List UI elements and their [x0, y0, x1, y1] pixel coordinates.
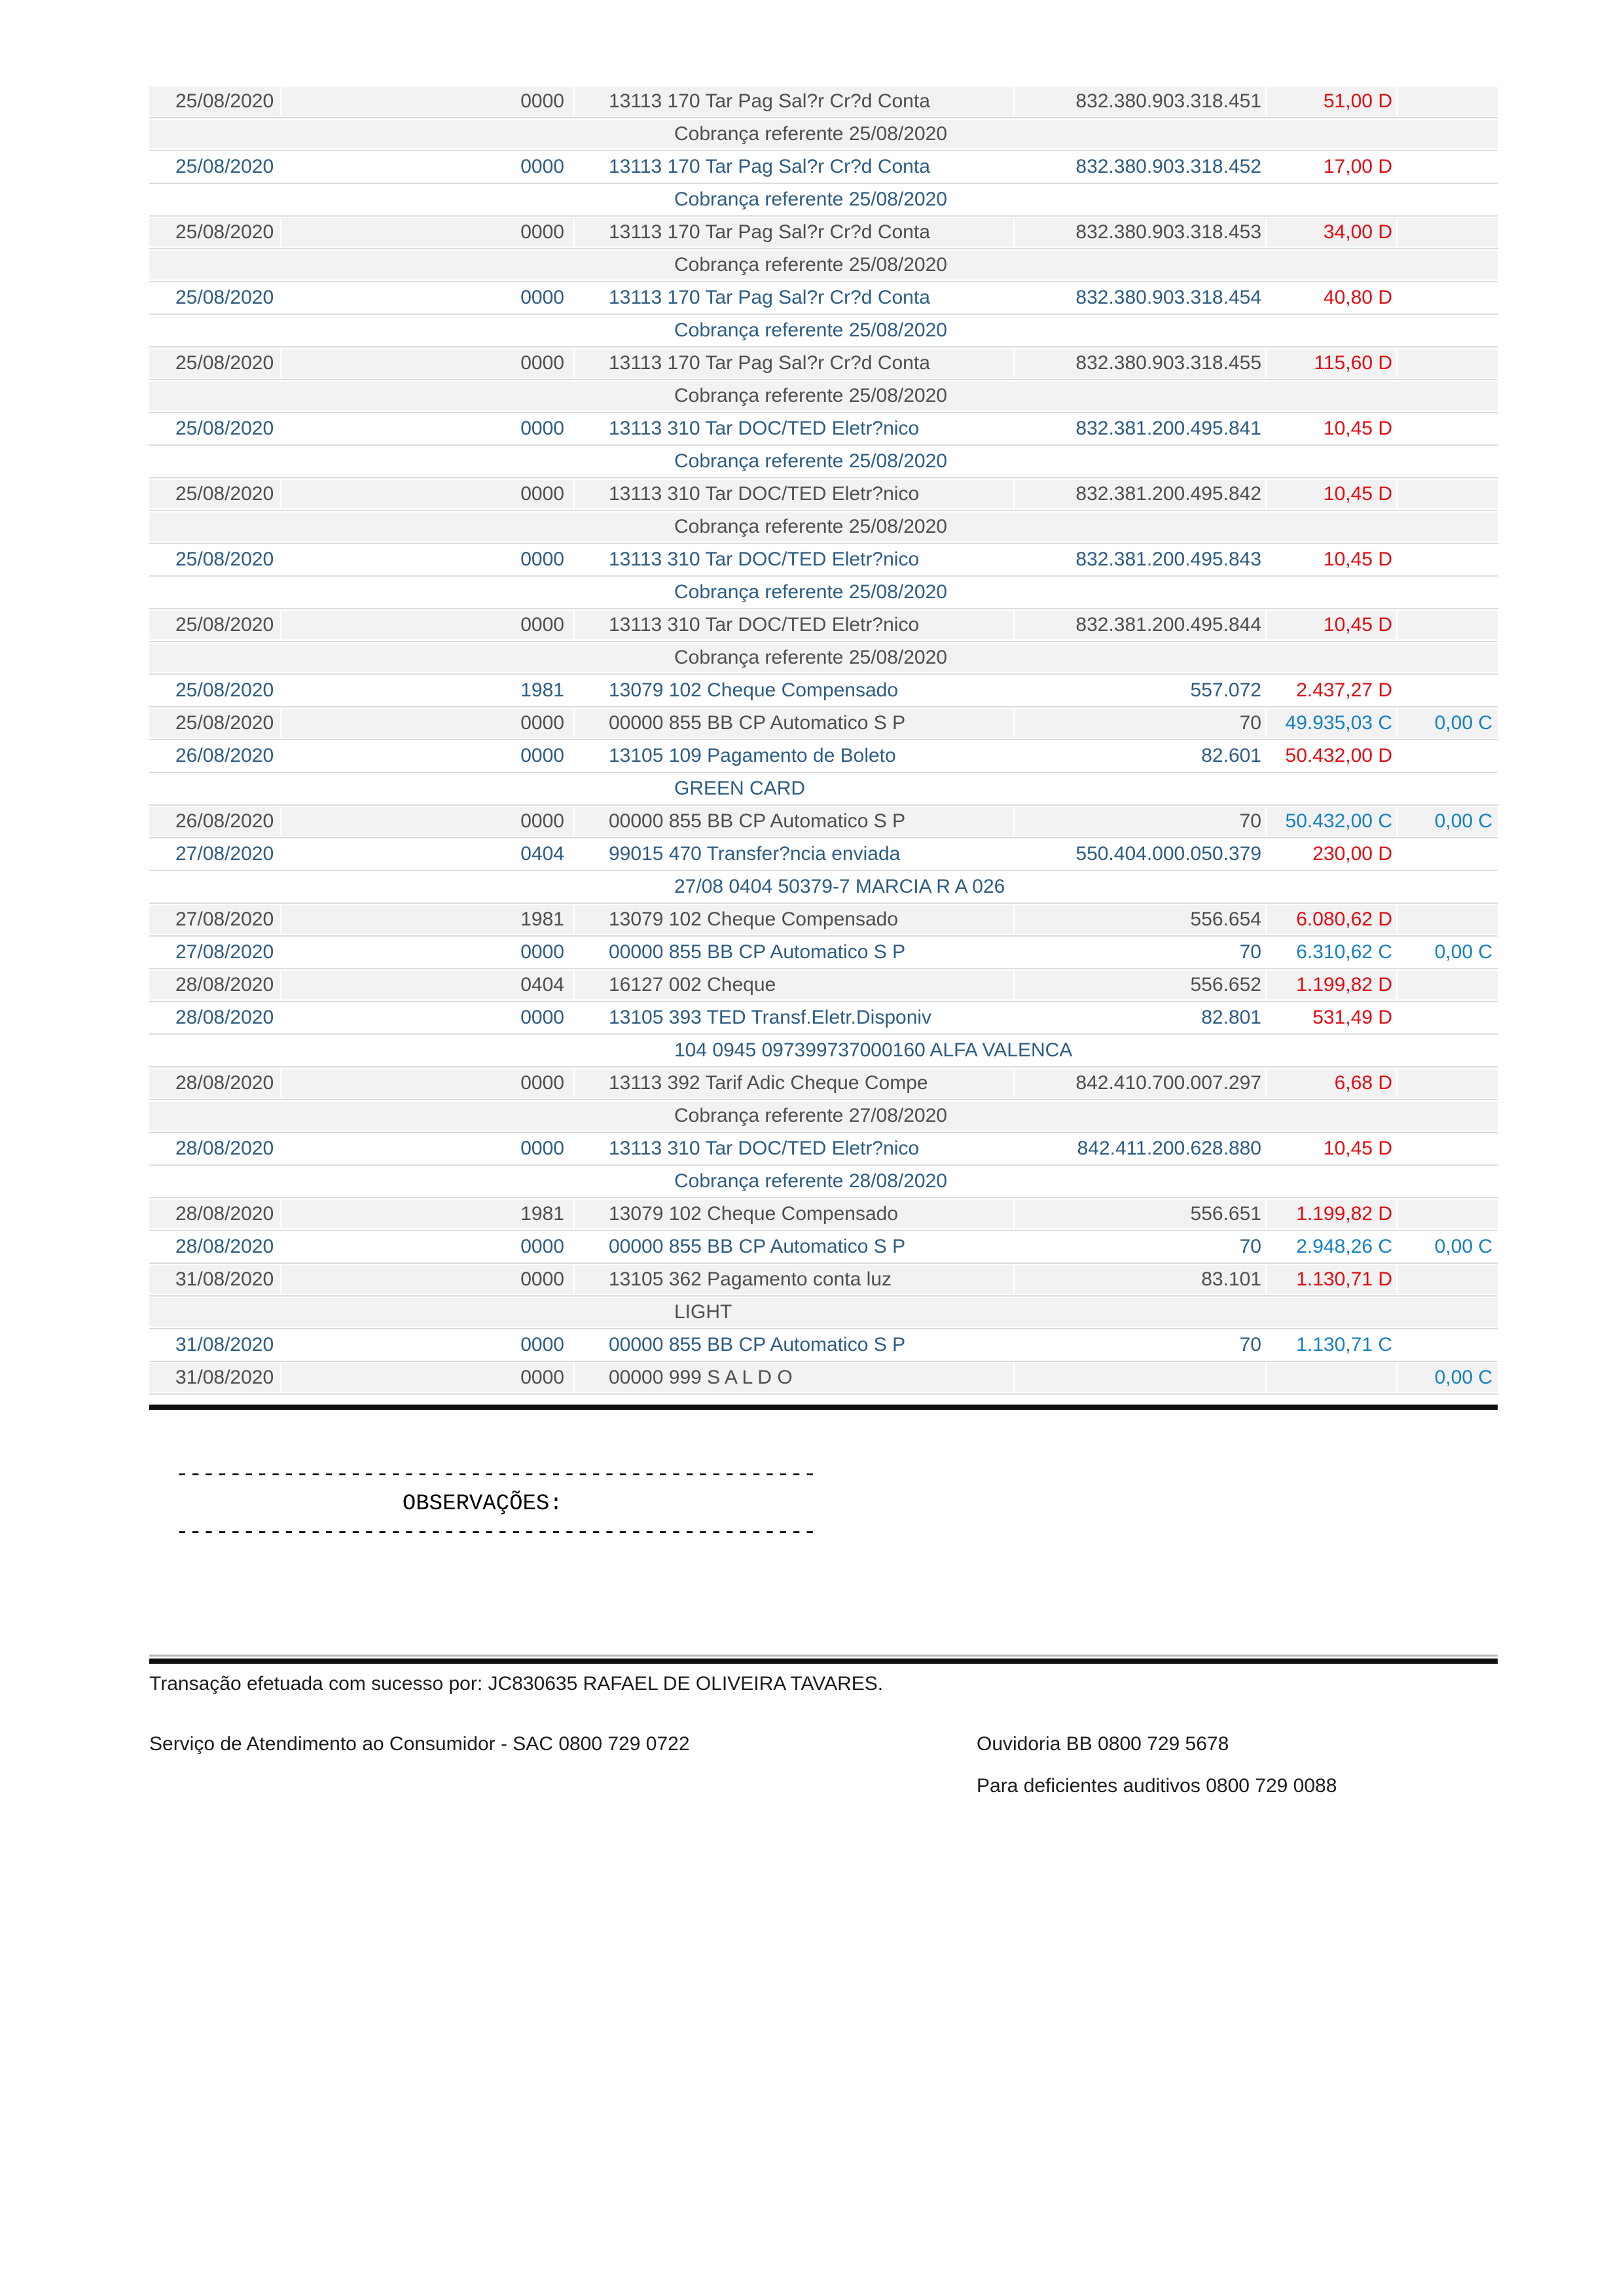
table-description-row	[149, 643, 1498, 672]
cell-document-number: 832.380.903.318.454	[1015, 283, 1267, 312]
cell-history: 99015 470 Transfer?ncia enviada	[575, 840, 1015, 869]
table-row	[149, 545, 1498, 574]
cell-history: 13113 310 Tar DOC/TED Eletr?nico	[575, 414, 1015, 443]
cell-balance: 0,00 C	[1434, 810, 1492, 832]
cell-document-number: 832.380.903.318.453	[1015, 218, 1267, 247]
cell-agency-code: 0000	[281, 1265, 575, 1294]
table-row	[149, 709, 1498, 738]
transaction-success-note: Transação efetuada com sucesso por: JC830635 RAFAEL DE OLIVEIRA TAVARES.	[149, 1673, 884, 1695]
footer-thick-rule	[149, 1659, 1498, 1664]
cell-date: 31/08/2020	[149, 1265, 281, 1294]
cell-date: 26/08/2020	[149, 742, 281, 770]
cell-agency-code: 0000	[281, 414, 575, 443]
cell-history: 13113 310 Tar DOC/TED Eletr?nico	[575, 1134, 1015, 1163]
cell-agency-code: 1981	[281, 905, 575, 934]
cell-document-number: 832.380.903.318.455	[1015, 349, 1267, 378]
cell-history: 00000 999 S A L D O	[575, 1363, 1015, 1392]
description-text: Cobrança referente 25/08/2020	[674, 450, 947, 472]
cell-date: 28/08/2020	[149, 1134, 281, 1163]
table-row	[149, 1003, 1498, 1032]
cell-history: 00000 855 BB CP Automatico S P	[575, 1232, 1015, 1261]
cell-value: 34,00 D	[1267, 218, 1398, 247]
cell-agency-code: 0000	[281, 1134, 575, 1163]
cell-balance	[1398, 480, 1498, 509]
cell-agency-code: 0404	[281, 971, 575, 999]
cell-value: 2.948,26 C	[1267, 1232, 1398, 1261]
cell-balance: 0,00 C	[1434, 1236, 1492, 1257]
cell-document-number: 832.381.200.495.842	[1015, 480, 1267, 509]
cell-history: 13113 392 Tarif Adic Cheque Compe	[575, 1069, 1015, 1098]
cell-value: 40,80 D	[1267, 283, 1398, 312]
cell-agency-code: 0000	[281, 349, 575, 378]
cell-value: 51,00 D	[1267, 87, 1398, 116]
cell-date: 26/08/2020	[149, 807, 281, 836]
cell-balance	[1398, 349, 1498, 378]
cell-document-number: 70	[1015, 938, 1267, 967]
cell-history: 13113 310 Tar DOC/TED Eletr?nico	[575, 611, 1015, 639]
cell-history: 13079 102 Cheque Compensado	[575, 1200, 1015, 1229]
cell-balance	[1398, 218, 1498, 247]
cell-agency-code: 0000	[281, 218, 575, 247]
cell-document-number: 557.072	[1015, 676, 1267, 705]
description-text: Cobrança referente 25/08/2020	[674, 516, 947, 537]
cell-document-number: 556.652	[1015, 971, 1267, 999]
table-bottom-rule	[149, 1405, 1498, 1410]
cell-agency-code: 0000	[281, 1003, 575, 1032]
cell-agency-code: 0000	[281, 152, 575, 181]
cell-agency-code: 0000	[281, 807, 575, 836]
cell-agency-code: 0000	[281, 1232, 575, 1261]
cell-document-number: 70	[1015, 1331, 1267, 1359]
cell-balance	[1398, 742, 1498, 770]
cell-document-number: 842.411.200.628.880	[1015, 1134, 1267, 1163]
cell-history: 00000 855 BB CP Automatico S P	[575, 1331, 1015, 1359]
cell-value: 1.199,82 D	[1267, 1200, 1398, 1229]
cell-document-number: 82.601	[1015, 742, 1267, 770]
table-row	[149, 480, 1498, 509]
cell-value	[1267, 1363, 1398, 1392]
table-description-row	[149, 1167, 1498, 1196]
cell-document-number: 832.381.200.495.841	[1015, 414, 1267, 443]
table-description-row	[149, 1036, 1498, 1065]
table-row	[149, 152, 1498, 181]
cell-history: 13113 170 Tar Pag Sal?r Cr?d Conta	[575, 87, 1015, 116]
cell-history: 13113 170 Tar Pag Sal?r Cr?d Conta	[575, 218, 1015, 247]
cell-agency-code: 0000	[281, 709, 575, 738]
cell-document-number: 832.381.200.495.843	[1015, 545, 1267, 574]
observations-block: ------------------------------------------------ OBSERVAÇÕES: ------------------------------------------------	[175, 1463, 817, 1545]
cell-balance	[1398, 152, 1498, 181]
cell-document-number: 842.410.700.007.297	[1015, 1069, 1267, 1098]
description-text: 27/08 0404 50379-7 MARCIA R A 026	[674, 876, 1005, 897]
cell-balance	[1398, 611, 1498, 639]
transactions-table	[149, 87, 1498, 1396]
table-description-row	[149, 872, 1498, 901]
table-row	[149, 1200, 1498, 1229]
cell-date: 28/08/2020	[149, 1069, 281, 1098]
description-text: Cobrança referente 25/08/2020	[674, 188, 947, 210]
table-description-row	[149, 316, 1498, 345]
table-row	[149, 905, 1498, 934]
table-description-row	[149, 447, 1498, 476]
cell-agency-code: 0000	[281, 938, 575, 967]
description-text: 104 0945 097399737000160 ALFA VALENCA	[674, 1039, 1073, 1061]
cell-history: 13105 109 Pagamento de Boleto	[575, 742, 1015, 770]
cell-value: 1.199,82 D	[1267, 971, 1398, 999]
cell-value: 17,00 D	[1267, 152, 1398, 181]
footer-thin-rule	[149, 1655, 1498, 1657]
cell-agency-code: 1981	[281, 676, 575, 705]
cell-balance	[1398, 905, 1498, 934]
description-text: Cobrança referente 25/08/2020	[674, 581, 947, 603]
description-text: Cobrança referente 25/08/2020	[674, 647, 947, 668]
cell-agency-code: 0000	[281, 545, 575, 574]
cell-value: 230,00 D	[1267, 840, 1398, 869]
cell-agency-code: 1981	[281, 1200, 575, 1229]
cell-history: 13113 170 Tar Pag Sal?r Cr?d Conta	[575, 349, 1015, 378]
cell-date: 25/08/2020	[149, 611, 281, 639]
cell-date: 25/08/2020	[149, 676, 281, 705]
cell-date: 25/08/2020	[149, 480, 281, 509]
table-description-row	[149, 120, 1498, 149]
cell-document-number: 556.654	[1015, 905, 1267, 934]
cell-document-number: 70	[1015, 807, 1267, 836]
table-row	[149, 938, 1498, 967]
table-row	[149, 1331, 1498, 1359]
cell-history: 16127 002 Cheque	[575, 971, 1015, 999]
cell-balance	[1398, 1265, 1498, 1294]
cell-history: 00000 855 BB CP Automatico S P	[575, 709, 1015, 738]
cell-value: 1.130,71 C	[1267, 1331, 1398, 1359]
cell-date: 25/08/2020	[149, 218, 281, 247]
cell-date: 28/08/2020	[149, 1232, 281, 1261]
cell-balance	[1398, 676, 1498, 705]
cell-date: 28/08/2020	[149, 1003, 281, 1032]
cell-value: 6,68 D	[1267, 1069, 1398, 1098]
table-description-row	[149, 512, 1498, 541]
cell-date: 25/08/2020	[149, 414, 281, 443]
cell-balance	[1398, 414, 1498, 443]
table-description-row	[149, 1298, 1498, 1327]
cell-balance	[1398, 1134, 1498, 1163]
cell-date: 25/08/2020	[149, 87, 281, 116]
table-row	[149, 1363, 1498, 1392]
cell-balance: 0,00 C	[1434, 1367, 1492, 1388]
deaf-assistance-phone-line: Para deficientes auditivos 0800 729 0088	[977, 1775, 1337, 1797]
cell-history: 13105 393 TED Transf.Eletr.Disponiv	[575, 1003, 1015, 1032]
cell-value: 10,45 D	[1267, 480, 1398, 509]
cell-document-number: 556.651	[1015, 1200, 1267, 1229]
table-row	[149, 676, 1498, 705]
cell-value: 531,49 D	[1267, 1003, 1398, 1032]
table-row	[149, 971, 1498, 999]
cell-date: 28/08/2020	[149, 1200, 281, 1229]
description-text: Cobrança referente 25/08/2020	[674, 319, 947, 341]
cell-balance	[1398, 1200, 1498, 1229]
table-row	[149, 414, 1498, 443]
cell-document-number: 70	[1015, 709, 1267, 738]
table-row	[149, 349, 1498, 378]
cell-value: 1.130,71 D	[1267, 1265, 1398, 1294]
cell-date: 25/08/2020	[149, 283, 281, 312]
cell-history: 00000 855 BB CP Automatico S P	[575, 938, 1015, 967]
cell-history: 00000 855 BB CP Automatico S P	[575, 807, 1015, 836]
table-row	[149, 1265, 1498, 1294]
description-text: LIGHT	[674, 1301, 732, 1323]
cell-value: 50.432,00 C	[1267, 807, 1398, 836]
table-row	[149, 742, 1498, 770]
cell-agency-code: 0000	[281, 742, 575, 770]
cell-history: 13079 102 Cheque Compensado	[575, 676, 1015, 705]
cell-history: 13113 310 Tar DOC/TED Eletr?nico	[575, 480, 1015, 509]
cell-agency-code: 0000	[281, 1331, 575, 1359]
cell-balance	[1398, 1331, 1498, 1359]
table-row	[149, 807, 1498, 836]
table-row	[149, 87, 1498, 116]
cell-date: 31/08/2020	[149, 1363, 281, 1392]
description-text: Cobrança referente 25/08/2020	[674, 254, 947, 276]
cell-date: 31/08/2020	[149, 1331, 281, 1359]
cell-agency-code: 0000	[281, 480, 575, 509]
table-description-row	[149, 382, 1498, 410]
table-description-row	[149, 774, 1498, 803]
cell-document-number: 70	[1015, 1232, 1267, 1261]
cell-agency-code: 0000	[281, 1069, 575, 1098]
cell-value: 6.310,62 C	[1267, 938, 1398, 967]
ouvidoria-phone-line: Ouvidoria BB 0800 729 5678	[977, 1733, 1229, 1755]
cell-agency-code: 0404	[281, 840, 575, 869]
table-row	[149, 1232, 1498, 1261]
cell-balance	[1398, 1003, 1498, 1032]
cell-agency-code: 0000	[281, 611, 575, 639]
description-text: Cobrança referente 25/08/2020	[674, 123, 947, 145]
cell-document-number: 83.101	[1015, 1265, 1267, 1294]
cell-date: 25/08/2020	[149, 545, 281, 574]
description-text: Cobrança referente 28/08/2020	[674, 1170, 947, 1192]
cell-document-number	[1015, 1363, 1267, 1392]
cell-balance	[1398, 971, 1498, 999]
table-row	[149, 283, 1498, 312]
cell-history: 13079 102 Cheque Compensado	[575, 905, 1015, 934]
table-description-row	[149, 1102, 1498, 1130]
table-row	[149, 1134, 1498, 1163]
table-row	[149, 218, 1498, 247]
cell-value: 2.437,27 D	[1267, 676, 1398, 705]
table-description-row	[149, 251, 1498, 279]
cell-history: 13113 310 Tar DOC/TED Eletr?nico	[575, 545, 1015, 574]
cell-document-number: 832.380.903.318.451	[1015, 87, 1267, 116]
cell-value: 10,45 D	[1267, 611, 1398, 639]
cell-date: 25/08/2020	[149, 709, 281, 738]
description-text: Cobrança referente 27/08/2020	[674, 1105, 947, 1126]
cell-agency-code: 0000	[281, 87, 575, 116]
cell-value: 50.432,00 D	[1267, 742, 1398, 770]
table-row	[149, 611, 1498, 639]
cell-value: 10,45 D	[1267, 1134, 1398, 1163]
cell-date: 28/08/2020	[149, 971, 281, 999]
table-row	[149, 1069, 1498, 1098]
table-description-row	[149, 185, 1498, 214]
cell-date: 27/08/2020	[149, 840, 281, 869]
cell-document-number: 832.380.903.318.452	[1015, 152, 1267, 181]
cell-date: 27/08/2020	[149, 905, 281, 934]
cell-balance	[1398, 840, 1498, 869]
description-text: GREEN CARD	[674, 778, 806, 799]
cell-value: 115,60 D	[1267, 349, 1398, 378]
cell-date: 25/08/2020	[149, 152, 281, 181]
cell-balance	[1398, 1069, 1498, 1098]
cell-value: 10,45 D	[1267, 545, 1398, 574]
cell-history: 13113 170 Tar Pag Sal?r Cr?d Conta	[575, 152, 1015, 181]
sac-phone-line: Serviço de Atendimento ao Consumidor - SAC 0800 729 0722	[149, 1733, 690, 1755]
cell-balance: 0,00 C	[1434, 712, 1492, 734]
cell-document-number: 832.381.200.495.844	[1015, 611, 1267, 639]
cell-agency-code: 0000	[281, 283, 575, 312]
cell-history: 13113 170 Tar Pag Sal?r Cr?d Conta	[575, 283, 1015, 312]
table-description-row	[149, 578, 1498, 607]
cell-date: 27/08/2020	[149, 938, 281, 967]
cell-date: 25/08/2020	[149, 349, 281, 378]
cell-value: 6.080,62 D	[1267, 905, 1398, 934]
description-text: Cobrança referente 25/08/2020	[674, 385, 947, 406]
cell-value: 10,45 D	[1267, 414, 1398, 443]
table-row	[149, 840, 1498, 869]
cell-history: 13105 362 Pagamento conta luz	[575, 1265, 1015, 1294]
cell-balance	[1398, 545, 1498, 574]
cell-balance	[1398, 87, 1498, 116]
cell-balance: 0,00 C	[1434, 941, 1492, 963]
cell-agency-code: 0000	[281, 1363, 575, 1392]
cell-value: 49.935,03 C	[1267, 709, 1398, 738]
cell-document-number: 550.404.000.050.379	[1015, 840, 1267, 869]
cell-document-number: 82.801	[1015, 1003, 1267, 1032]
cell-balance	[1398, 283, 1498, 312]
